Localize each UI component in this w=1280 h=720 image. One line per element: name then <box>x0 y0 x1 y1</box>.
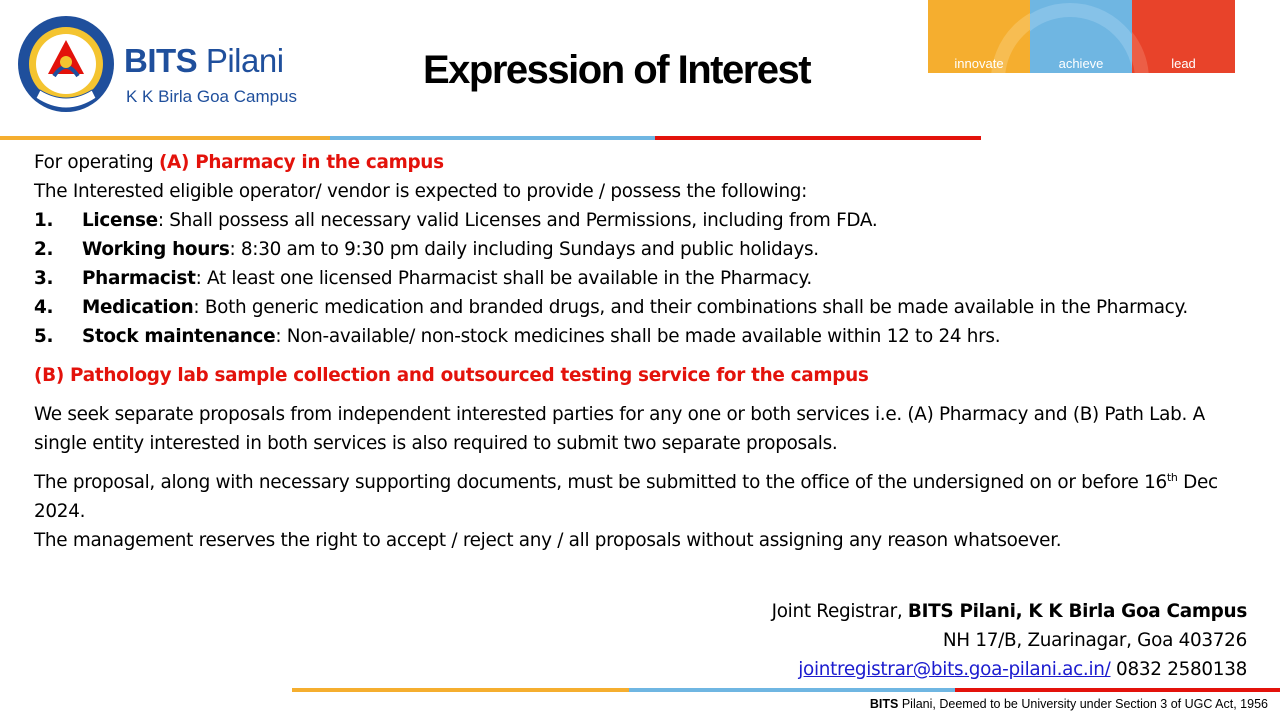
section-b-heading: (B) Pathology lab sample collection and outsourced testing service for the campus <box>34 365 869 386</box>
divider-red <box>655 136 981 140</box>
notice-body <box>34 148 1249 555</box>
address: NH 17/B, Zuarinagar, Goa 403726 <box>942 630 1247 651</box>
bits-seal-icon <box>16 14 116 118</box>
logo-wordmark: BITS Pilani <box>124 42 284 79</box>
list-item: 1. License: Shall possess all necessary valid Licenses and Permissions, including from FDA. <box>34 210 878 231</box>
banner-innovate <box>928 0 1030 73</box>
divider-orange <box>0 136 330 140</box>
phone-number: 0832 2580138 <box>1110 659 1247 680</box>
contact-line <box>772 655 1247 684</box>
banner-label-achieve: achieve <box>1058 56 1104 71</box>
requirements-intro: The Interested eligible operator/ vendor is expected to provide / possess the following: <box>34 181 808 202</box>
signatory: Joint Registrar, BITS Pilani, K K Birla Goa Campus <box>771 601 1247 622</box>
motto-banner <box>928 0 1235 73</box>
requirements-list <box>34 206 1249 351</box>
footer-divider-red <box>955 688 1280 692</box>
page-title: Expression of Interest <box>423 48 811 92</box>
footer-divider-blue <box>629 688 955 692</box>
list-item: 5. Stock maintenance: Non-available/ non-stock medicines shall be made available within 12 to 24 hrs. <box>34 326 1001 347</box>
list-item: 3. Pharmacist: At least one licensed Pharmacist shall be available in the Pharmacy. <box>34 268 812 289</box>
deadline-paragraph: The proposal, along with necessary supporting documents, must be submitted to the office of the undersigned on or before 16th Dec 2024. <box>34 470 1218 522</box>
proposals-paragraph: We seek separate proposals from independent interested parties for any one or both services i.e. (A) Pharmacy and (B) Path Lab. A single entity interested in both services is also required to submit two separate proposals. <box>34 404 1205 454</box>
email-link[interactable]: jointregistrar@bits.goa-pilani.ac.in/ <box>798 659 1111 680</box>
footer-divider-orange <box>292 688 629 692</box>
list-item: 2. Working hours: 8:30 am to 9:30 pm daily including Sundays and public holidays. <box>34 239 819 260</box>
banner-label-lead: lead <box>1171 56 1196 71</box>
list-item: 4. Medication: Both generic medication and branded drugs, and their combinations shall be made available in the Pharmacy. <box>34 297 1188 318</box>
divider-blue <box>330 136 655 140</box>
section-a-heading: (A) Pharmacy in the campus <box>158 152 444 173</box>
intro-line: For operating (A) Pharmacy in the campus <box>34 152 444 173</box>
banner-label-innovate: innovate <box>954 56 1004 71</box>
logo-campus: K K Birla Goa Campus <box>126 87 298 106</box>
banner-lead <box>1132 0 1235 73</box>
signature-block <box>772 597 1247 684</box>
footer-text: BITS Pilani, Deemed to be University under Section 3 of UGC Act, 1956 <box>869 697 1268 711</box>
bits-logo <box>16 14 346 118</box>
rights-paragraph: The management reserves the right to accept / reject any / all proposals without assigning any reason whatsoever. <box>34 530 1062 551</box>
banner-achieve <box>1030 0 1132 73</box>
